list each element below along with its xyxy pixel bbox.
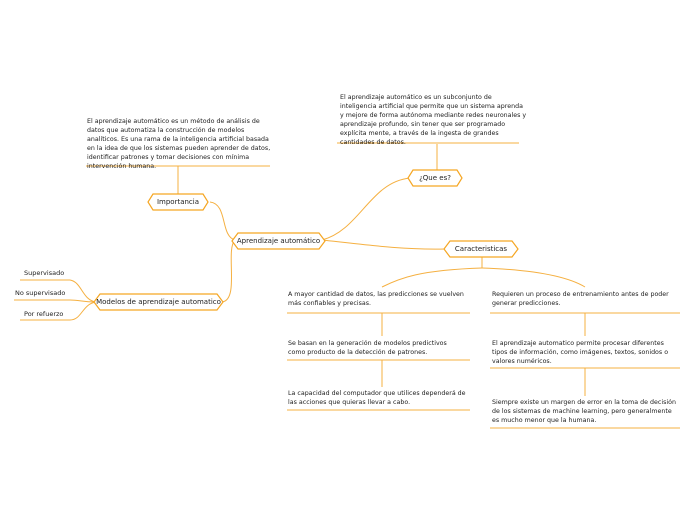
caracteristica-right-3: Siempre existe un margen de error en la toma de decisión de los sistemas de machine learning, pero generalmente es mucho menor que la humana.	[492, 399, 676, 424]
central-node[interactable]	[232, 233, 325, 249]
caracteristica-right-2: El aprendizaje automatico permite procesar diferentes tipos de información, como imágenes, textos, sonidos o valores numéricos.	[492, 340, 669, 365]
que-es-description: El aprendizaje automático es un subconjunto de inteligencia artificial que permite que un sistema aprenda y mejore de forma autónoma mediante redes neuronales y aprendizaje profundo, sin tener que ser programado explícita mente, a través de la ingesta de grandes cantidades de datos.	[340, 94, 527, 146]
caracteristica-left-1: A mayor cantidad de datos, las predicciones se vuelven más confiables y precisas.	[288, 291, 464, 307]
importancia-node[interactable]	[148, 194, 208, 210]
modelo-supervisado[interactable]: Supervisado	[24, 269, 65, 277]
que-es-node-label: ¿Que es?	[419, 174, 451, 182]
modelos-node-label: Modelos de aprendizaje automatico	[96, 298, 221, 306]
modelo-no-supervisado[interactable]: No supervisado	[15, 289, 66, 297]
caracteristicas-node[interactable]	[444, 241, 518, 257]
importancia-node-label: Importancia	[156, 198, 200, 206]
importancia-description: El aprendizaje automático es un método de análisis de datos que automatiza la construcción de modelos analíticos. Es una rama de la inteligencia artificial basada en la idea de que los sistemas pueden aprender de datos, identificar patrones y tomar decisiones con mínima intervención humana.	[87, 118, 271, 170]
caracteristicas-node-label: Caracteristicas	[454, 245, 508, 253]
central-node-label: Aprendizaje automático	[236, 237, 321, 245]
modelo-por-refuerzo[interactable]: Por refuerzo	[24, 310, 64, 318]
caracteristica-right-1: Requieren un proceso de entrenamiento antes de poder generar predicciones.	[492, 291, 669, 307]
caracteristica-left-3: La capacidad del computador que utilices dependerá de las acciones que quieras llevar a cabo.	[288, 390, 466, 406]
que-es-node[interactable]	[408, 170, 462, 186]
caracteristica-left-2: Se basan en la generación de modelos predictivos como producto de la detección de patrones.	[288, 340, 447, 356]
modelos-node[interactable]	[94, 294, 223, 310]
